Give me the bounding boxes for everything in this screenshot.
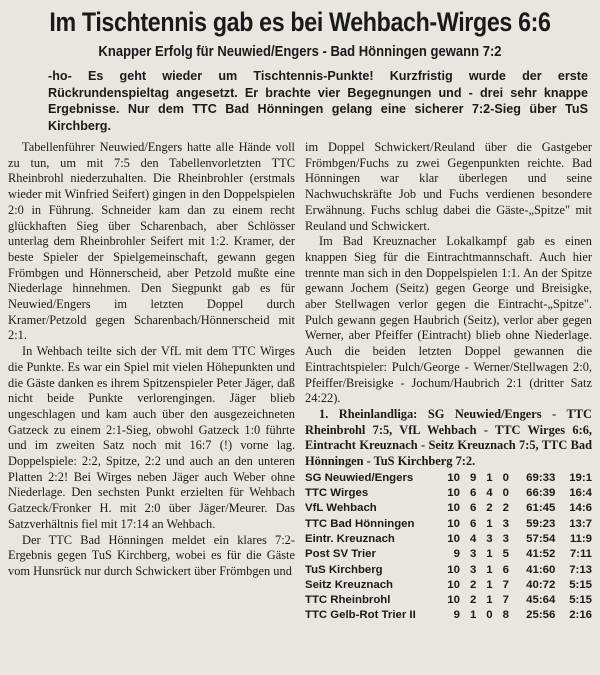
standings-won: 4 xyxy=(469,532,477,545)
standings-won: 3 xyxy=(469,548,477,561)
standings-won: 3 xyxy=(469,563,477,576)
standings-lost: 7 xyxy=(502,578,509,591)
standings-sets: 40:72 xyxy=(526,578,556,591)
standings-games: 10 xyxy=(447,578,460,591)
left-column xyxy=(8,140,295,624)
standings-won: 6 xyxy=(469,487,477,500)
standings-team: TTC Gelb-Rot Trier II xyxy=(305,609,416,622)
standings-won: 2 xyxy=(469,578,477,591)
standings-points: 2:16 xyxy=(569,609,592,622)
standings-lost: 0 xyxy=(502,471,509,484)
standings-lost: 6 xyxy=(502,563,509,576)
standings-lost: 0 xyxy=(502,487,509,500)
standings-games: 9 xyxy=(453,548,460,561)
standings-team: TuS Kirchberg xyxy=(305,563,383,576)
standings-won: 6 xyxy=(469,517,477,530)
standings-team: VfL Wehbach xyxy=(305,502,377,515)
standings-points: 13:7 xyxy=(569,517,592,530)
table-row xyxy=(305,608,592,623)
standings-won: 9 xyxy=(469,471,477,484)
standings-team: TTC Rheinbrohl xyxy=(305,594,391,607)
standings-sets: 66:39 xyxy=(526,487,556,500)
standings-lost: 7 xyxy=(502,594,509,607)
standings-team: TTC Bad Hönningen xyxy=(305,517,415,530)
standings-team: Seitz Kreuznach xyxy=(305,578,393,591)
standings-lost: 5 xyxy=(502,548,509,561)
paragraph-neuwied: Tabellenführer Neuwied/Engers hatte alle Hände voll zu tun, um mit 7:5 den Tabellenvorletzten TTC Rheinbrohl niederzuhalten. Die Rheinbrohler (erstmals wieder mit Winfried Seifert) gingen in den Doppelspielen 2:0 in Führung. Schneider kam dan zu einem recht glückhaften Sieg über Scharenbach, aber Schlösser unterlag dem Rheinbrohler Seifert mit 1:2. Kramer, der beste Spieler der Spielgemeinschaft, gewann gegen Frömbgen und Hönnerscheid, aber Petzold mußte eine Niederlage hinnehmen. Den Siegpunkt gab es für Neuwied/Engers im letzten Doppel durch Kramer/Petzold gegen Scharenbach/Hönnerscheid mit 2:1. xyxy=(8,140,295,343)
standings-games: 10 xyxy=(447,471,460,484)
standings-lost: 8 xyxy=(502,609,509,622)
paragraph-wehbach: In Wehbach teilte sich der VfL mit dem TTC Wirges die Punkte. Es war ein Spiel mit vielen Höhepunkten und die Gäste danken es ihrem Spitzenspieler Peter Jäger, daß nicht beide Punkte verlorengingen. Jäger blieb ungeschlagen und kam auch über den ausgezeichneten Gatzeck zu einem 2:1-Sieg, obwohl Gatzeck 1:0 führte und im zweiten Satz noch mit 16:7 (!) vorne lag. Doppelspiele: 2:2, Spitze, 2:2 und auch an den unteren Platten 2:2! Bei Wirges neben Jäger auch Weber ohne Niederlage. Den sechsten Punkt erzielten für Wehbach Gatzeck/Fronker H. mit 2:0 über Jäger/Meurer. Das Satzverhältnis fiel mit 17:14 an Wehbach. xyxy=(8,344,295,531)
standings-sets: 45:64 xyxy=(526,594,556,607)
standings-team: SG Neuwied/Engers xyxy=(305,471,414,484)
lead-paragraph: -ho- Es geht wieder um Tischtennis-Punkte! Kurzfristig wurde der erste Rückrundenspieltag angesetzt. Er brachte vier Begegnungen und - drei sehr knappe Ergebnisse. Nur dem TTC Bad Hönningen gelang eine sicherer 7:2-Sieg über TuS Kirchberg. xyxy=(48,69,588,133)
standings-sets: 41:52 xyxy=(526,548,556,561)
subheadline: Knapper Erfolg für Neuwied/Engers - Bad Hönningen gewann 7:2 xyxy=(98,44,502,60)
paragraph-continued: im Doppel Schwickert/Reuland über die Gastgeber Frömbgen/Fuchs zu zwei Gegenpunkten reichte. Bad Hönningen war klar überlegen und seine Nachwuchskräfte Job und Fuchs verdienen besondere Erwähnung. Fuchs schlug dabei die Gäste-„Spitze" mit Reuland und Schwickert. xyxy=(305,140,592,233)
standings-points: 11:9 xyxy=(569,532,592,545)
standings-points: 5:15 xyxy=(569,594,592,607)
table-row xyxy=(305,501,592,516)
standings-points: 7:13 xyxy=(569,563,592,576)
right-column xyxy=(305,140,592,624)
standings-points: 19:1 xyxy=(569,471,592,484)
standings-table xyxy=(305,471,592,624)
table-row xyxy=(305,578,592,593)
standings-drawn: 4 xyxy=(486,487,493,500)
standings-lost: 3 xyxy=(502,532,509,545)
table-row xyxy=(305,471,592,486)
standings-games: 10 xyxy=(447,502,460,515)
standings-won: 2 xyxy=(469,594,477,607)
results-summary: 1. Rheinlandliga: SG Neuwied/Engers - TTC Rheinbrohl 7:5, VfL Wehbach - TTC Wirges 6:6, Eintracht Kreuznach - Seitz Kreuznach 7:5, TTC Bad Hönningen - TuS Kirchberg 7:2. xyxy=(305,406,592,469)
table-row xyxy=(305,593,592,608)
standings-games: 10 xyxy=(447,594,460,607)
standings-games: 10 xyxy=(447,563,460,576)
standings-drawn: 2 xyxy=(486,502,493,515)
headline: Im Tischtennis gab es bei Wehbach-Wirges 6:6 xyxy=(49,7,551,37)
standings-drawn: 1 xyxy=(486,548,493,561)
standings-lost: 3 xyxy=(502,517,509,530)
paragraph-kreuznach: Im Bad Kreuznacher Lokalkampf gab es einen knappen Sieg für die Eintrachtmannschaft. Auch hier trennte man sich in den Doppelspielen 1:1. An der Spitze gewann Jochem (Seitz) gegen George und Breisigke, aber Stellwagen verlor gegen die Eintracht-„Spitze". Pulch gewann gegen Haubrich (Seitz), verlor aber gegen Werner, aber Pfeiffer (Eintracht) blieb ohne Niederlage. Auch die beiden letzten Doppel gewannen die Eintrachtspieler: Pulch/George - Werner/Stellwagen 2:0, Pfeiffer/Breisigke - Jochum/Haubrich 2:1 (dritter Satz 24:22). xyxy=(305,234,592,406)
standings-lost: 2 xyxy=(502,502,509,515)
standings-sets: 59:23 xyxy=(526,517,556,530)
standings-drawn: 1 xyxy=(486,471,493,484)
standings-won: 6 xyxy=(469,502,477,515)
standings-sets: 69:33 xyxy=(526,471,556,484)
standings-drawn: 1 xyxy=(486,594,493,607)
table-row xyxy=(305,532,592,547)
standings-sets: 25:56 xyxy=(526,609,556,622)
standings-won: 1 xyxy=(469,609,477,622)
standings-points: 16:4 xyxy=(569,487,592,500)
standings-points: 7:11 xyxy=(569,548,592,561)
article-columns xyxy=(8,140,592,624)
standings-games: 10 xyxy=(447,532,460,545)
table-row xyxy=(305,517,592,532)
standings-team: Post SV Trier xyxy=(305,548,376,561)
standings-points: 5:15 xyxy=(569,578,592,591)
standings-drawn: 1 xyxy=(486,517,493,530)
standings-games: 10 xyxy=(447,517,460,530)
standings-team: TTC Wirges xyxy=(305,487,369,500)
standings-drawn: 1 xyxy=(486,563,493,576)
paragraph-hoenningen: Der TTC Bad Hönningen meldet ein klares 7:2-Ergebnis gegen TuS Kirchberg, wobei es für die Gäste vom Hunsrück nur durch Schwickert über Frömbgen und xyxy=(8,532,295,578)
standings-games: 10 xyxy=(447,487,460,500)
standings-drawn: 1 xyxy=(486,578,493,591)
standings-drawn: 0 xyxy=(486,609,493,622)
standings-points: 14:6 xyxy=(569,502,592,515)
standings-sets: 41:60 xyxy=(526,563,556,576)
standings-sets: 57:54 xyxy=(526,532,556,545)
table-row xyxy=(305,486,592,501)
standings-games: 9 xyxy=(453,609,460,622)
standings-sets: 61:45 xyxy=(526,502,556,515)
table-row xyxy=(305,547,592,562)
standings-drawn: 3 xyxy=(486,532,493,545)
standings-team: Eintr. Kreuznach xyxy=(305,532,395,545)
table-row xyxy=(305,563,592,578)
